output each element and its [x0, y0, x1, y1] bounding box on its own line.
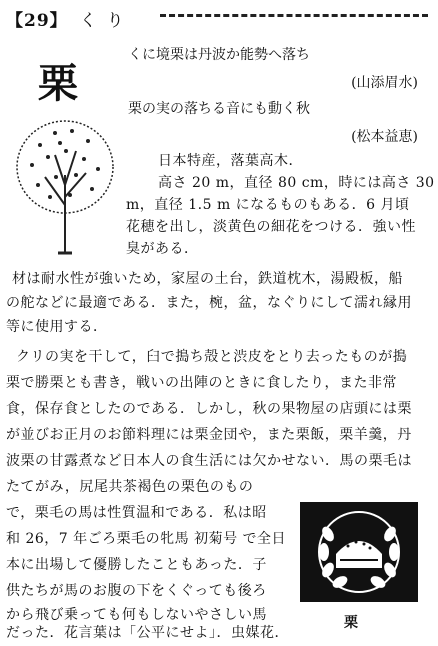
haiku-2: 栗の実の落ちる音にも動く秋: [128, 101, 310, 117]
para2-line: クリの実を干して，臼で搗ち殻と渋皮をとり去ったものが搗: [16, 349, 408, 365]
section-header: [6, 6, 134, 31]
desc-line: 日本特産，落葉高木．: [158, 153, 303, 169]
header-rule: [160, 14, 428, 17]
para1-line: の舵などに最適である．また，椀，盆，なぐりにして濡れ縁用: [6, 295, 412, 311]
chestnut-family-crest: [300, 502, 418, 602]
haiku-2-author: (松本益恵): [351, 129, 418, 145]
section-title: くり: [79, 11, 134, 31]
desc-line: m，直径 1.5 m になるものもある．6 月頃: [126, 197, 410, 213]
para3-line: だった．花言葉は「公平にせよ」．虫媒花．: [6, 625, 289, 641]
para3-line: で，栗毛の馬は性質温和である．私は昭: [6, 505, 267, 521]
para3-line: から飛び乗っても何もしないやさしい馬: [6, 607, 267, 623]
heading-kanji: 栗: [38, 60, 78, 107]
crest-caption: 栗: [344, 615, 358, 631]
desc-line: 花穂を出し，淡黄色の細花をつける．強い性: [126, 219, 416, 235]
para3-line: 供たちが馬のお腹の下をくぐっても後ろ: [6, 583, 267, 599]
para1-line: 材は耐水性が強いため，家屋の土台，鉄道枕木，湯殿板，船: [12, 271, 403, 287]
para2-line: 波栗の甘露煮など日本人の食生活には欠かせない．馬の栗毛は: [6, 453, 412, 469]
para1-line: 等に使用する．: [6, 319, 108, 335]
haiku-1-author: (山添眉水): [351, 75, 418, 91]
para2-line: 栗で勝栗とも書き，戦いの出陣のときに食したり，また非常: [6, 375, 397, 391]
para2-line: が並びお正月のお節料理には栗金団や，また栗飯，栗羊羹，丹: [6, 427, 412, 443]
para3-line: 和 26，7 年ごろ栗毛の牝馬 初菊号 で全日: [6, 531, 287, 547]
chestnut-tree-icon: [10, 115, 120, 255]
desc-line: 高さ 20 m，直径 80 cm，時には高さ 30: [158, 175, 435, 191]
section-number: 【29】: [6, 11, 68, 31]
para3-line: たてがみ，尻尾共茶褐色の栗色のもの: [6, 479, 254, 495]
desc-line: 臭がある．: [126, 241, 199, 257]
para2-line: 食，保存食としたのである．しかし，秋の果物屋の店頭には栗: [6, 401, 412, 417]
para3-line: 本に出場して優勝したこともあった．子: [6, 557, 267, 573]
haiku-1: くに境栗は丹波か能勢へ落ち: [128, 47, 310, 63]
